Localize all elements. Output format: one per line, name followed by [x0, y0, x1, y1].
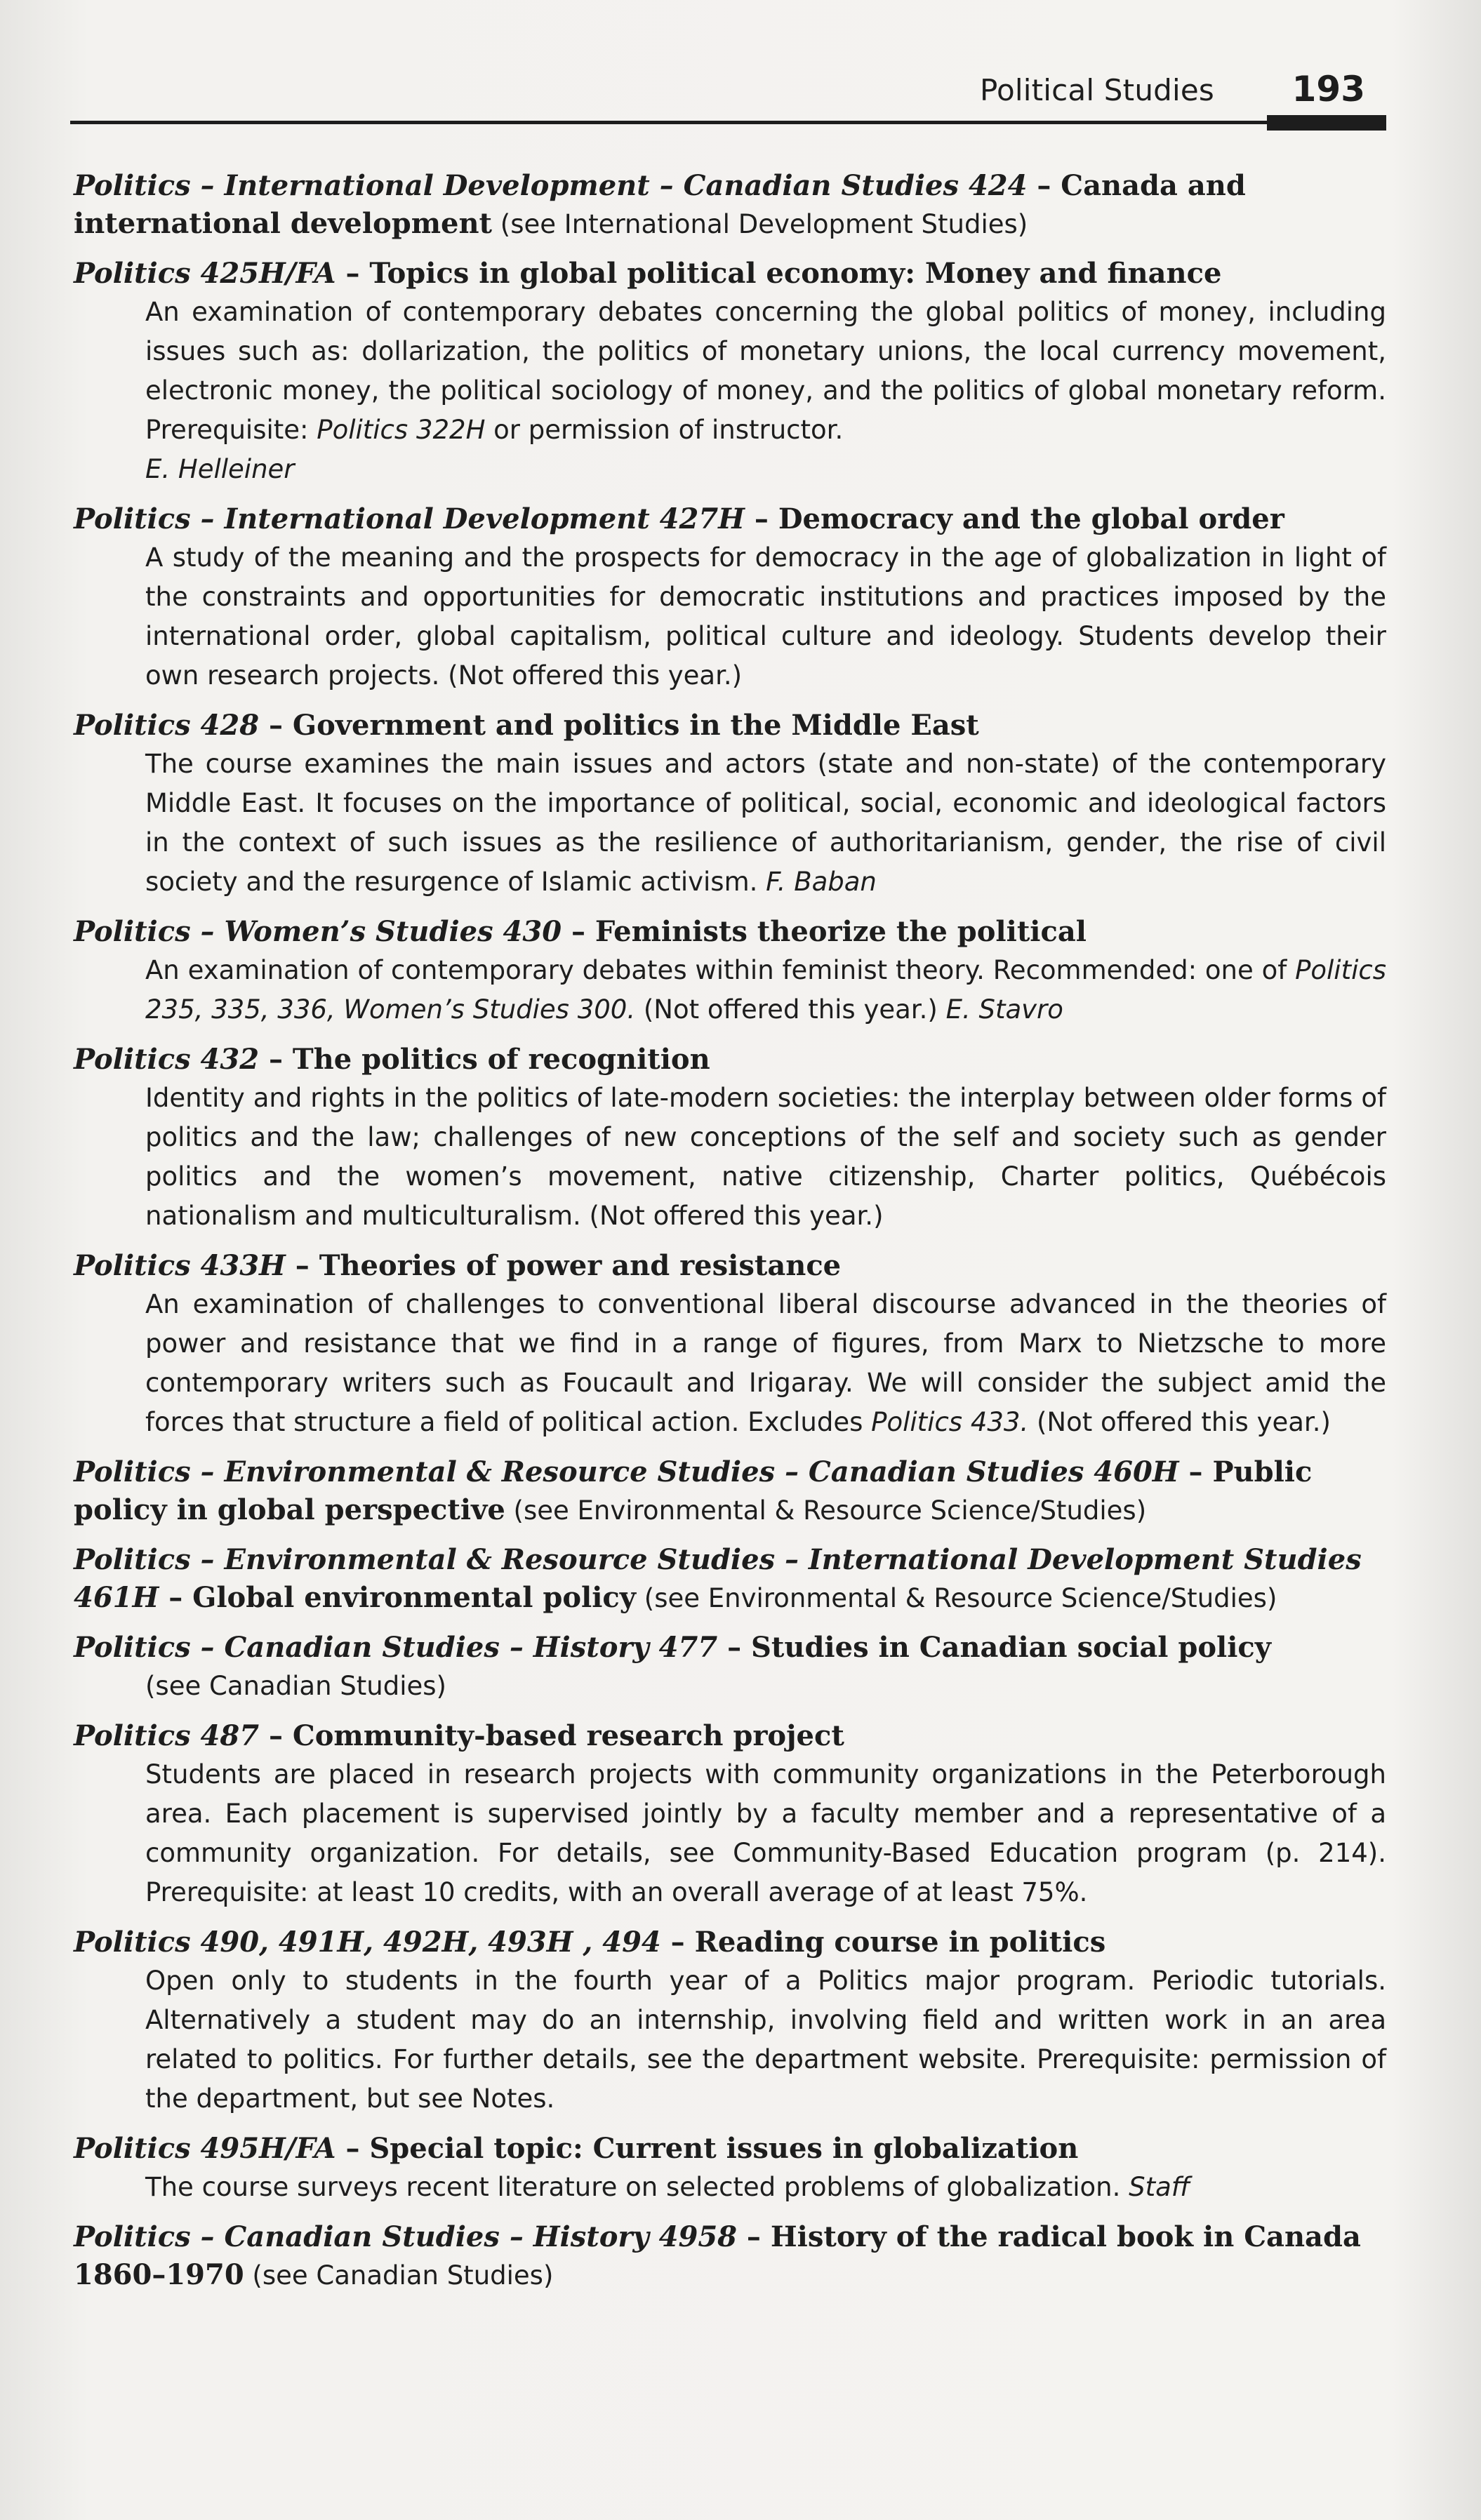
- course-title: Public policy in global perspective: [74, 1455, 1313, 1526]
- course-heading: Politics 433H – Theories of power and resistance: [74, 1249, 842, 1282]
- course-title: Community-based research project: [292, 1719, 844, 1752]
- course-entry: [74, 707, 1386, 902]
- course-code: Politics – Environmental & Resource Studies – International Development Studies 461H: [74, 1543, 1362, 1614]
- recommended-courses: Politics 235, 335, 336, Women’s Studies 300.: [145, 955, 1386, 1025]
- course-code: Politics – Canadian Studies – History 477: [74, 1631, 718, 1664]
- course-code: Politics 425H/FA: [74, 257, 336, 290]
- course-entry: [74, 1924, 1386, 2119]
- course-heading: Politics 425H/FA – Topics in global political economy: Money and finance: [74, 257, 1222, 290]
- course-code: Politics – Canadian Studies – History 4958: [74, 2220, 737, 2253]
- header-rule: [70, 121, 1386, 124]
- course-entry: [74, 2130, 1386, 2207]
- course-entry: [74, 2218, 1386, 2295]
- course-entry: [74, 1717, 1386, 1912]
- course-heading: Politics – International Development 427H – Democracy and the global order: [74, 502, 1284, 535]
- course-title: Reading course in politics: [694, 1926, 1106, 1959]
- instructor: Staff: [1129, 2172, 1190, 2202]
- course-entry: [74, 913, 1386, 1029]
- course-heading: Politics – Environmental & Resource Studies – International Development Studies 461H – Global environmental policy (see Environmental & Resource Science/Studies): [74, 1543, 1362, 1614]
- course-entry: [74, 1629, 1386, 1706]
- course-code: Politics 428: [74, 709, 260, 742]
- cross-reference: (see Environmental & Resource Science/Studies): [505, 1495, 1147, 1526]
- course-entry: [74, 500, 1386, 695]
- course-heading: Politics 487 – Community-based research project: [74, 1719, 844, 1752]
- course-title: Global environmental policy: [192, 1581, 637, 1614]
- course-code: Politics – International Development 427H: [74, 502, 745, 535]
- course-entry: [74, 1453, 1386, 1530]
- course-description: A study of the meaning and the prospects for democracy in the age of globalization in light of the constraints and opportunities for democratic institutions and practices imposed by the international order, global capitalism, political culture and ideology. Students develop their own research projects. (Not offered this year.): [145, 542, 1386, 691]
- course-code: Politics – International Development – Canadian Studies 424: [74, 169, 1028, 202]
- section-title: Political Studies: [979, 73, 1214, 107]
- course-description: Open only to students in the fourth year of a Politics major program. Periodic tutorials. Alternatively a student may do an internship, involving field and written work in an area related to politics. For further details, see the department website. Prerequisite: permission of the department, but see Notes.: [145, 1966, 1386, 2114]
- course-description: The course examines the main issues and actors (state and non-state) of the contemporary Middle East. It focuses on the importance of political, social, economic and ideological factors in the context of such issues as the resilience of authoritarianism, gender, the rise of civil society and the resurgence of Islamic activism. F. Baban: [145, 749, 1386, 897]
- course-heading: Politics 432 – The politics of recognition: [74, 1043, 710, 1076]
- cross-reference: (see Environmental & Resource Science/Studies): [636, 1583, 1277, 1613]
- course-listing: [74, 167, 1386, 2306]
- header-bar: [1267, 115, 1386, 131]
- instructor: E. Helleiner: [145, 454, 295, 484]
- course-heading: Politics 490, 491H, 492H, 493H , 494 – Reading course in politics: [74, 1926, 1106, 1959]
- course-description: An examination of contemporary debates within feminist theory. Recommended: one of Politics 235, 335, 336, Women’s Studies 300. (Not offered this year.) E. Stavro: [145, 955, 1386, 1025]
- course-title: Feminists theorize the political: [595, 915, 1087, 948]
- course-description: Identity and rights in the politics of late-modern societies: the interplay between older forms of politics and the law; challenges of new conceptions of the self and society such as gender politics and the women’s movement, native citizenship, Charter politics, Québécois nationalism and multiculturalism. (Not offered this year.): [145, 1083, 1386, 1231]
- course-heading: Politics – Environmental & Resource Studies – Canadian Studies 460H – Public policy in global perspective (see Environmental & Resource Science/Studies): [74, 1455, 1313, 1526]
- course-heading: Politics – Canadian Studies – History 477 – Studies in Canadian social policy: [74, 1631, 1271, 1664]
- cross-reference: (see Canadian Studies): [244, 2260, 554, 2291]
- course-title: The politics of recognition: [292, 1043, 710, 1076]
- course-heading: Politics – International Development – Canadian Studies 424 – Canada and international development (see International Development Studies): [74, 169, 1246, 240]
- course-description: An examination of contemporary debates concerning the global politics of money, including issues such as: dollarization, the politics of monetary unions, the local currency movement, electronic money, the political sociology of money, and the politics of global monetary reform. Prerequisite: Politics 322H or permission of instructor. E. Helleiner: [145, 297, 1386, 484]
- course-entry: [74, 1247, 1386, 1442]
- instructor: F. Baban: [766, 867, 877, 897]
- course-code: Politics 432: [74, 1043, 260, 1076]
- page-number: 193: [1291, 69, 1365, 109]
- course-code: Politics 490, 491H, 492H, 493H , 494: [74, 1926, 661, 1959]
- course-description: An examination of challenges to conventional liberal discourse advanced in the theories of power and resistance that we find in a range of figures, from Marx to Nietzsche to more contemporary writers such as Foucault and Irigaray. We will consider the subject amid the forces that structure a field of political action. Excludes Politics 433. (Not offered this year.): [145, 1289, 1386, 1437]
- course-heading: Politics 428 – Government and politics in the Middle East: [74, 709, 979, 742]
- course-title: History of the radical book in Canada 1860–1970: [74, 2220, 1361, 2291]
- page-header: [70, 60, 1386, 138]
- course-entry: [74, 167, 1386, 244]
- course-title: Democracy and the global order: [778, 502, 1284, 535]
- course-description: Students are placed in research projects with community organizations in the Peterborough area. Each placement is supervised jointly by a faculty member and a representative of a community organization. For details, see Community-Based Education program (p. 214). Prerequisite: at least 10 credits, with an overall average of at least 75%.: [145, 1759, 1386, 1907]
- course-code: Politics 433H: [74, 1249, 286, 1282]
- course-code: Politics 495H/FA: [74, 2132, 336, 2165]
- course-code: Politics – Environmental & Resource Studies – Canadian Studies 460H: [74, 1455, 1179, 1488]
- course-description: The course surveys recent literature on selected problems of globalization. Staff: [145, 2172, 1190, 2202]
- course-entry: [74, 255, 1386, 489]
- course-heading: Politics – Women’s Studies 430 – Feminists theorize the political: [74, 915, 1087, 948]
- course-entry: [74, 1541, 1386, 1618]
- course-title: Special topic: Current issues in globalization: [369, 2132, 1079, 2165]
- course-title: Topics in global political economy: Money and finance: [369, 257, 1222, 290]
- instructor: E. Stavro: [945, 994, 1063, 1025]
- course-code: Politics – Women’s Studies 430: [74, 915, 562, 948]
- course-title: Studies in Canadian social policy: [751, 1631, 1271, 1664]
- excluded-course: Politics 433.: [871, 1407, 1029, 1437]
- course-title: Theories of power and resistance: [319, 1249, 842, 1282]
- course-heading: Politics – Canadian Studies – History 4958 – History of the radical book in Canada 1860–1970 (see Canadian Studies): [74, 2220, 1361, 2291]
- course-code: Politics 487: [74, 1719, 260, 1752]
- cross-reference: (see Canadian Studies): [145, 1671, 446, 1701]
- course-heading: Politics 495H/FA – Special topic: Current issues in globalization: [74, 2132, 1079, 2165]
- cross-reference: (see International Development Studies): [492, 209, 1028, 239]
- prerequisite-course: Politics 322H: [317, 415, 486, 445]
- course-title: Government and politics in the Middle East: [292, 709, 979, 742]
- course-title: Canada and international development: [74, 169, 1246, 240]
- course-entry: [74, 1041, 1386, 1236]
